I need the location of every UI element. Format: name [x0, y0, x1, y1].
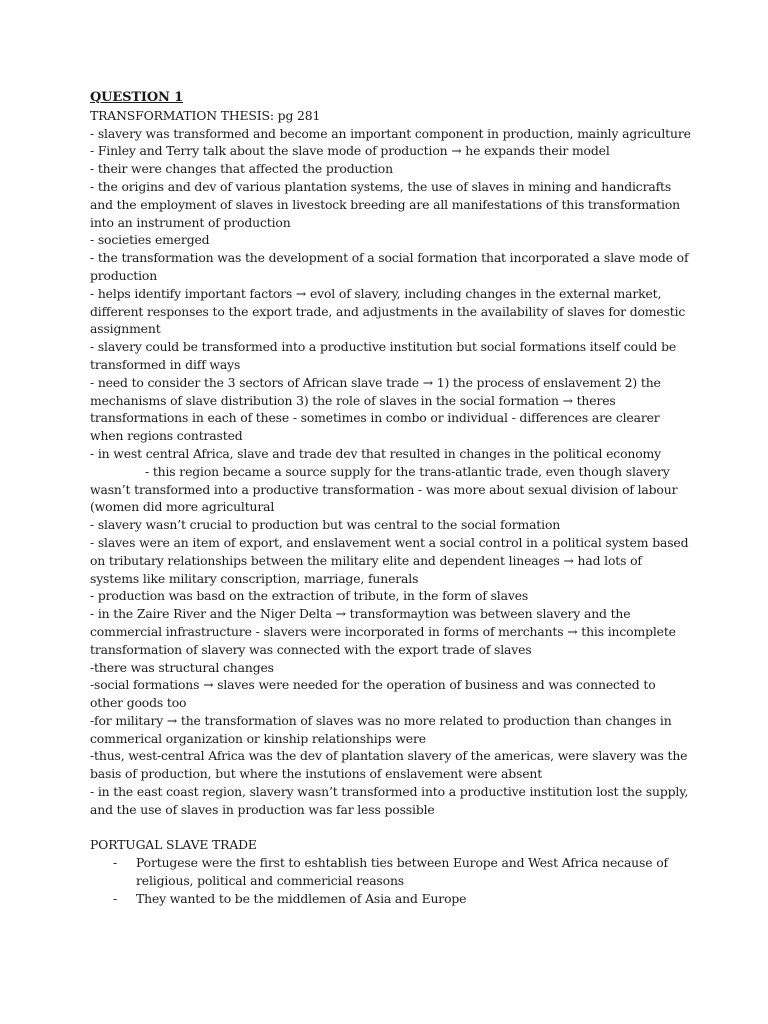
bullet-item — [90, 890, 690, 908]
text-line: and the use of slaves in production was far less possible — [90, 801, 435, 817]
text-line: - slavery wasn’t crucial to production but was central to the social formation — [90, 517, 561, 533]
text-line: - slavery could be transformed into a productive institution but social formations itself could be — [90, 339, 677, 355]
text-line: basis of production, but where the instutions of enslavement were absent — [90, 766, 543, 782]
text-line: -there was structural changes — [90, 659, 274, 675]
text-line: - the origins and dev of various plantation systems, the use of slaves in mining and handicrafts — [90, 178, 672, 194]
section-portugal-slave-trade — [90, 836, 690, 907]
text-line: - in the east coast region, slavery wasn’t transformed into a productive institution lost the supply, — [90, 784, 689, 800]
text-line: wasn’t transformed into a productive transformation - was more about sexual division of labour — [90, 481, 678, 497]
bullet-item — [90, 854, 690, 890]
text-line: production — [90, 267, 158, 283]
text-line: systems like military conscription, marriage, funerals — [90, 570, 419, 586]
text-line: transformed in diff ways — [90, 356, 241, 372]
bullet-dash: - — [113, 855, 118, 871]
bullet-text — [136, 890, 466, 908]
text-line: - in the Zaire River and the Niger Delta → transformaytion was between slavery and the — [90, 606, 631, 622]
indented-text-line: - this region became a source supply for the trans-atlantic trade, even though slavery — [145, 463, 670, 479]
document-page — [90, 89, 690, 908]
section-transformation-thesis — [90, 107, 690, 819]
text-line: transformation of slavery was connected with the export trade of slaves — [90, 641, 532, 657]
bullet-dash: - — [113, 890, 118, 906]
text-line: - the transformation was the development of a social formation that incorporated a slave mode of — [90, 250, 689, 266]
text-line: commerical organization or kinship relationships were — [90, 730, 426, 746]
question-heading: QUESTION 1 — [90, 90, 183, 105]
text-line: - helps identify important factors → evol of slavery, including changes in the external market, — [90, 285, 662, 301]
text-line: and the employment of slaves in livestock breeding are all manifestations of this transformation — [90, 196, 680, 212]
text-line: -social formations → slaves were needed for the operation of business and was connected to — [90, 677, 656, 693]
text-line: - need to consider the 3 sectors of African slave trade → 1) the process of enslavement 2) the — [90, 374, 661, 390]
paragraph-spacer — [90, 819, 690, 837]
text-line: different responses to the export trade, and adjustments in the availability of slaves for domestic — [90, 303, 686, 319]
text-line: when regions contrasted — [90, 428, 243, 444]
section-heading: PORTUGAL SLAVE TRADE — [90, 837, 257, 853]
text-line: transformations in each of these - sometimes in combo or individual - differences are clearer — [90, 410, 660, 426]
text-line: - production was basd on the extraction of tribute, in the form of slaves — [90, 588, 529, 604]
text-line: - their were changes that affected the production — [90, 161, 393, 177]
text-line: other goods too — [90, 695, 187, 711]
text-line: on tributary relationships between the military elite and dependent lineages → had lots of — [90, 552, 642, 568]
text-line: - slavery was transformed and become an important component in production, mainly agriculture — [90, 125, 691, 141]
bullet-text-line: They wanted to be the middlemen of Asia and Europe — [136, 890, 467, 906]
text-line: - in west central Africa, slave and trade dev that resulted in changes in the political economy — [90, 445, 661, 461]
section-title: TRANSFORMATION THESIS: pg 281 — [90, 107, 321, 123]
text-line: assignment — [90, 321, 161, 337]
text-line: -for military → the transformation of slaves was no more related to production than changes in — [90, 712, 672, 728]
text-line: - Finley and Terry talk about the slave mode of production → he expands their model — [90, 143, 610, 159]
bullet-text-line: religious, political and commericial reasons — [136, 873, 404, 889]
text-line: (women did more agricultural — [90, 499, 275, 515]
text-line: into an instrument of production — [90, 214, 291, 230]
text-line: -thus, west-central Africa was the dev of plantation slavery of the americas, were slavery was the — [90, 748, 688, 764]
text-line: commercial infrastructure - slavers were incorporated in forms of merchants → this incomplete — [90, 623, 676, 639]
text-line: - slaves were an item of export, and enslavement went a social control in a political system based — [90, 534, 689, 550]
bullet-text-line: Portugese were the first to eshtablish ties between Europe and West Africa necause of — [136, 855, 668, 871]
text-line: mechanisms of slave distribution 3) the role of slaves in the social formation → theres — [90, 392, 616, 408]
text-line: - societies emerged — [90, 232, 210, 248]
bullet-text — [136, 854, 668, 890]
